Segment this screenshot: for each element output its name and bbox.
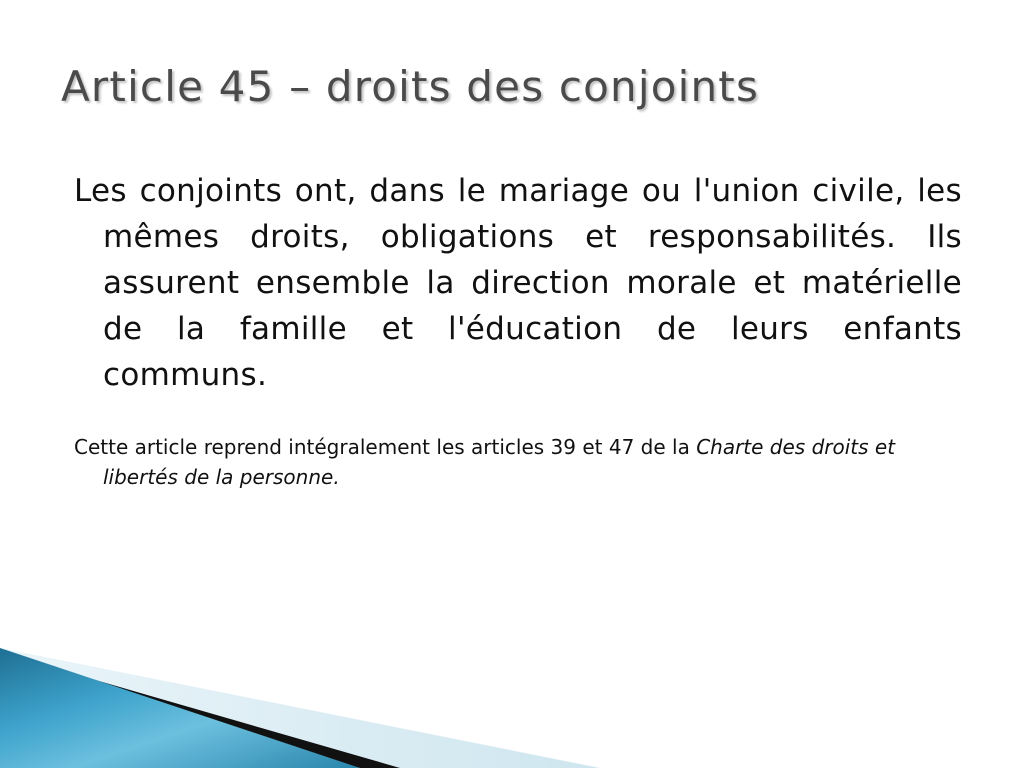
note-emphasis: Charte des droits et libertés de la personne. xyxy=(103,435,896,489)
slide-body xyxy=(74,168,962,492)
note-text: Cette article reprend intégralement les articles 39 et 47 de la xyxy=(74,435,697,459)
corner-decoration xyxy=(0,630,1024,768)
main-paragraph: Les conjoints ont, dans le mariage ou l'union civile, les mêmes droits, obligations et responsabilités. Ils assurent ensemble la direction morale et matérielle de la famille et l'éducation de leurs enfants communs. xyxy=(74,173,962,393)
slide-title: Article 45 – droits des conjoints xyxy=(61,62,760,111)
note-paragraph xyxy=(74,432,963,492)
blue-wedge xyxy=(0,648,360,768)
